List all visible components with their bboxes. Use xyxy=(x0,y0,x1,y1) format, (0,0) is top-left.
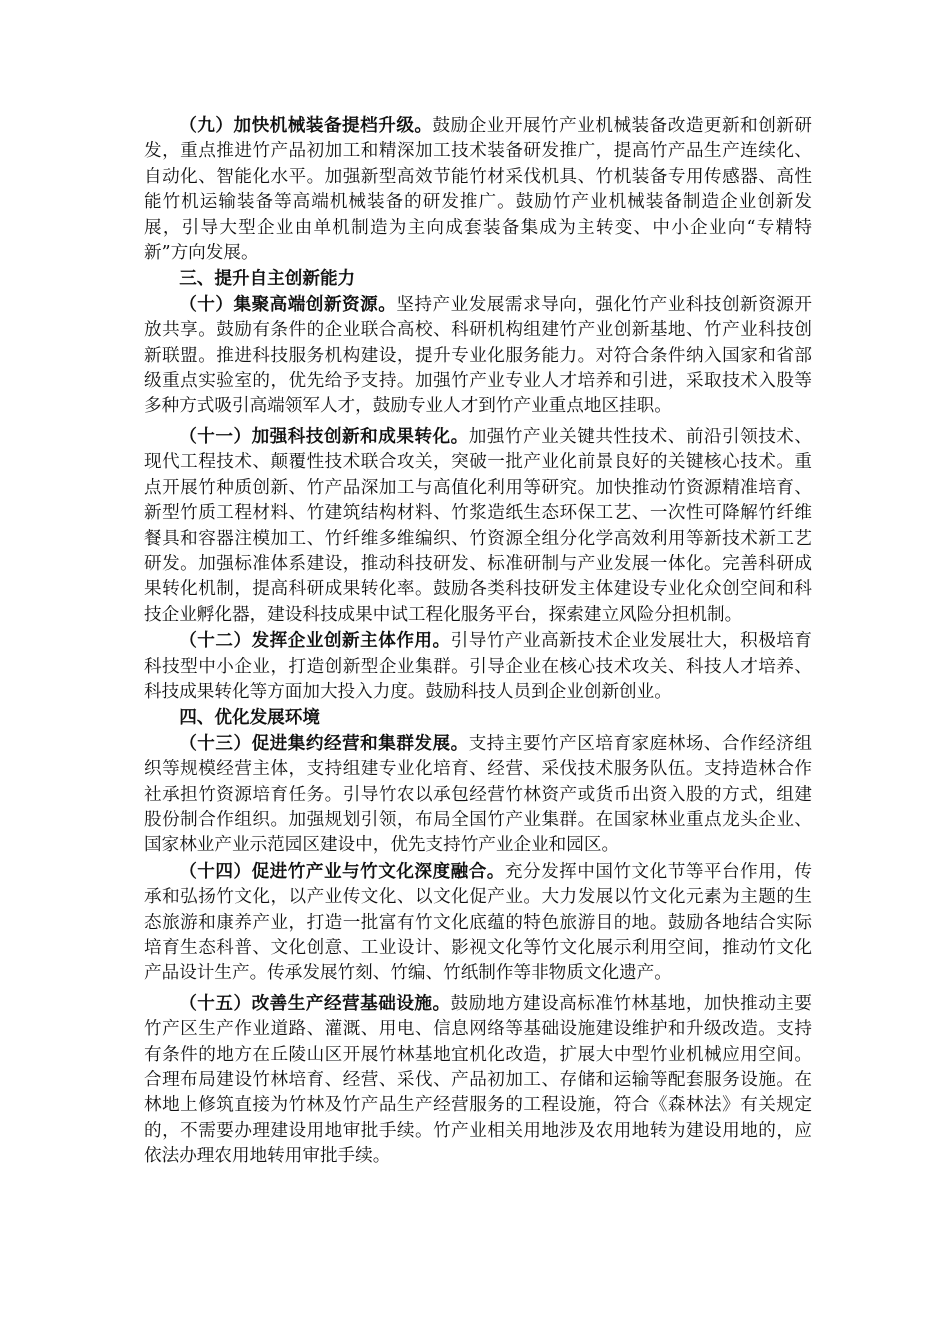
document-page xyxy=(144,113,812,1170)
paragraph-lead: （十一）加强科技创新和成果转化。 xyxy=(179,425,469,447)
paragraph-body: 引导竹产业高新技术企业发展壮大，积极培育科技型中小企业，打造创新型企业集群。引导企业在核心技术攻关、科技人才培养、科技成果转化等方面加大投入力度。鼓励科技人员到企业创新创业。 xyxy=(144,631,812,702)
paragraph-lead: （十）集聚高端创新资源。 xyxy=(179,293,397,315)
paragraph-15 xyxy=(144,991,812,1170)
paragraph-lead: （十五）改善生产经营基础设施。 xyxy=(179,992,451,1014)
paragraph-12 xyxy=(144,628,812,705)
paragraph-body: 加强竹产业关键共性技术、前沿引领技术、现代工程技术、颠覆性技术联合攻关，突破一批产业化前景良好的关键核心技术。重点开展竹种质创新、竹产品深加工与高值化利用等研究。加快推动竹资源精准培育、新型竹质工程材料、竹建筑结构材料、竹浆造纸生态环保工艺、一次性可降解竹纤维餐具和容器注模加工、竹纤维多维编织、竹资源全组分化学高效利用等新技术新工艺研发。加强标准体系建设，推动科技研发、标准研制与产业发展一体化。完善科研成果转化机制，提高科研成果转化率。鼓励各类科技研发主体建设专业化众创空间和科技企业孵化器，建设科技成果中试工程化服务平台，探索建立风险分担机制。 xyxy=(144,426,812,625)
paragraph-11 xyxy=(144,424,812,628)
paragraph-9 xyxy=(144,113,812,266)
paragraph-lead: （九）加快机械装备提档升级。 xyxy=(179,115,433,136)
section-heading-3: 三、提升自主创新能力 xyxy=(179,268,356,290)
paragraph-lead: （十四）促进竹产业与竹文化深度融合。 xyxy=(179,860,505,882)
paragraph-lead: （十二）发挥企业创新主体作用。 xyxy=(179,630,451,652)
paragraph-13 xyxy=(144,731,812,859)
paragraph-lead: （十三）促进集约经营和集群发展。 xyxy=(179,732,469,754)
paragraph-14 xyxy=(144,859,812,987)
section-heading-4: 四、优化发展环境 xyxy=(179,707,320,729)
paragraph-body: 充分发挥中国竹文化节等平台作用，传承和弘扬竹文化，以产业传文化、以文化促产业。大力发展以竹文化元素为主题的生态旅游和康养产业，打造一批富有竹文化底蕴的特色旅游目的地。鼓励各地结合实际培育生态科普、文化创意、工业设计、影视文化等竹文化展示利用空间，推动竹文化产品设计生产。传承发展竹刻、竹编、竹纸制作等非物质文化遗产。 xyxy=(144,861,812,984)
paragraph-body: 鼓励企业开展竹产业机械装备改造更新和创新研发，重点推进竹产品初加工和精深加工技术装备研发推广，提高竹产品生产连续化、自动化、智能化水平。加强新型高效节能竹材采伐机具、竹机装备专用传感器、高性能竹机运输装备等高端机械装备的研发推广。鼓励竹产业机械装备制造企业创新发展，引导大型企业由单机制造为主向成套装备集成为主转变、中小企业向“专精特新”方向发展。 xyxy=(144,116,812,264)
paragraph-body: 鼓励地方建设高标准竹林基地，加快推动主要竹产区生产作业道路、灌溉、用电、信息网络等基础设施建设维护和升级改造。支持有条件的地方在丘陵山区开展竹林基地宜机化改造，扩展大中型竹业机械应用空间。合理布局建设竹林培育、经营、采伐、产品初加工、存储和运输等配套服务设施。在林地上修筑直接为竹林及竹产品生产经营服务的工程设施，符合《森林法》有关规定的，不需要办理建设用地审批手续。竹产业相关用地涉及农用地转为建设用地的，应依法办理农用地转用审批手续。 xyxy=(144,993,812,1167)
paragraph-10 xyxy=(144,292,812,420)
paragraph-body: 支持主要竹产区培育家庭林场、合作经济组织等规模经营主体，支持组建专业化培育、经营、采伐技术服务队伍。支持造林合作社承担竹资源培育任务。引导竹农以承包经营竹林资产或货币出资入股的方式，组建股份制合作组织。加强规划引领，布局全国竹产业集群。在国家林业重点龙头企业、国家林业产业示范园区建设中，优先支持竹产业企业和园区。 xyxy=(144,733,812,856)
paragraph-body: 坚持产业发展需求导向，强化竹产业科技创新资源开放共享。鼓励有条件的企业联合高校、科研机构组建竹产业创新基地、竹产业科技创新联盟。推进科技服务机构建设，提升专业化服务能力。对符合条件纳入国家和省部级重点实验室的，优先给予支持。加强竹产业专业人才培养和引进，采取技术入股等多种方式吸引高端领军人才，鼓励专业人才到竹产业重点地区挂职。 xyxy=(144,294,812,417)
